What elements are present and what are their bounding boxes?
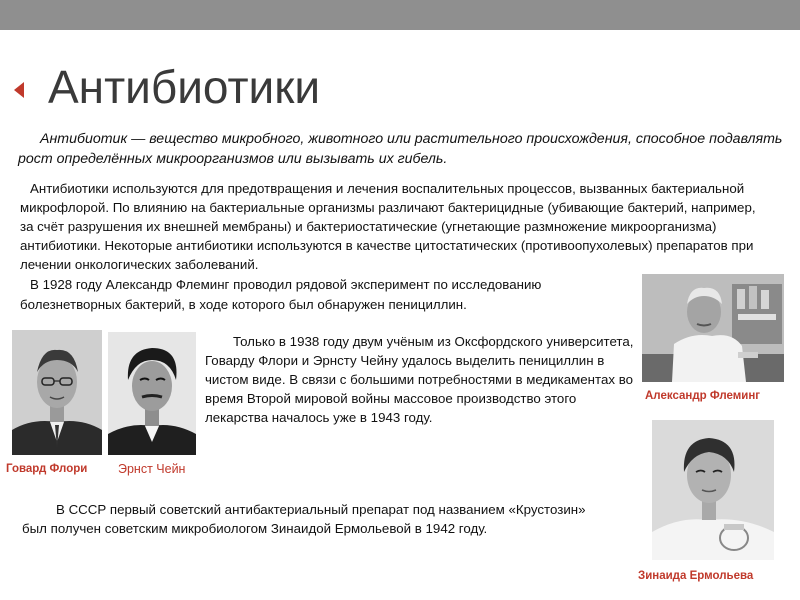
definition-text: Антибиотик — вещество микробного, животного или растительного происхождения, способное подавлять рост определённых микроорганизмов или вызывать их гибель. [18,131,783,167]
chain-caption: Эрнст Чейн [118,462,186,476]
florey-photo [12,330,102,455]
fleming-caption: Александр Флеминг [645,390,761,402]
oxford-paragraph: Только в 1938 году двум учёным из Оксфордского университета, Говарду Флори и Эрнсту Чейну удалось выделить пенициллин в чистом виде. В связи с большими потребностями в медикаментах во время Второй мировой войны массовое производство этого лекарства началось уже в 1943 году. [205,334,634,425]
ussr-paragraph: В СССР первый советский антибактериальный препарат под названием «Крустозин» был получен советским микробиологом Зинаидой Ермольевой в 1942 году. [22,502,586,536]
ermolyeva-photo [652,420,774,560]
ermolyeva-caption: Зинаида Ермольева [638,570,754,582]
chain-photo [108,332,196,455]
fleming-paragraph: В 1928 году Александр Флеминг проводил рядовой эксперимент по исследованию болезнетворных бактерий, в ходе которого был обнаружен пенициллин. [20,277,542,312]
usage-paragraph: Антибиотики используются для предотвращения и лечения воспалительных процессов, вызванных бактериальной микрофлорой. По влиянию на бактериальные организмы различают бактерицидные (убивающие бактерий, например, за счёт разрушения их внешней мембраны) и бактериостатические (угнетающие размножение микроорганизма) антибиотики. Некоторые антибиотики используются в качестве цитостатических (противоопухолевых) препаратов при лечении онкологических заболеваний. [20,181,756,272]
title-arrow-icon [14,82,24,98]
fleming-photo [642,274,784,382]
slide-title: Антибиотики [48,61,321,113]
top-bar [0,0,800,30]
florey-caption: Говард Флори [6,463,88,475]
